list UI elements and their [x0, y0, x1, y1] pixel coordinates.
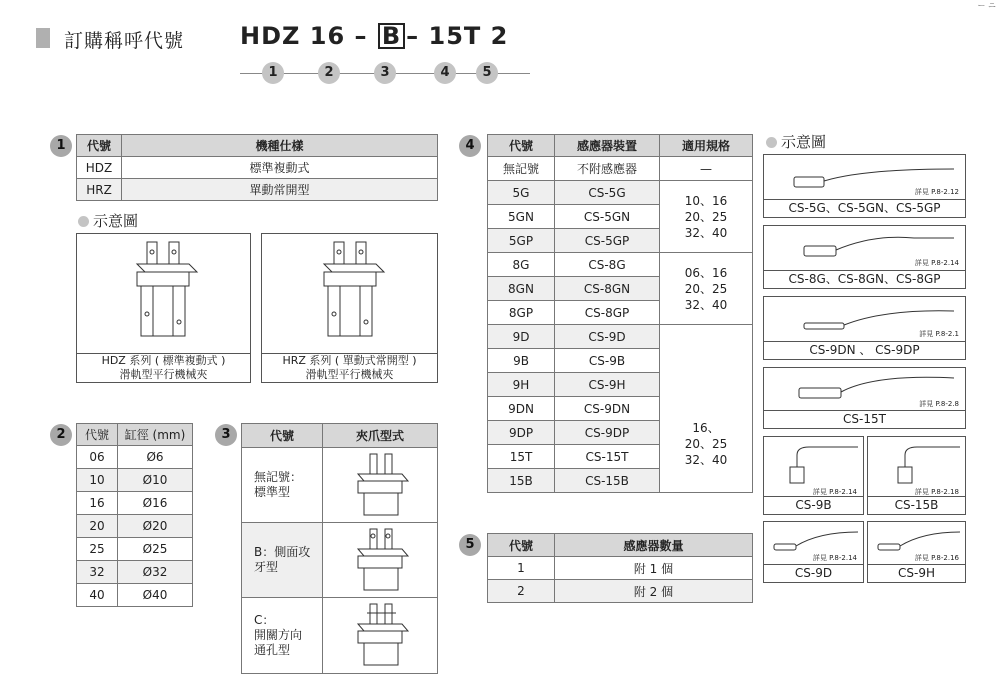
table-cell: 16	[77, 492, 118, 515]
ref-value: P.8-2.1	[935, 330, 959, 338]
sensor-ref	[813, 553, 857, 563]
jaw-label-line: 開關方向	[254, 628, 303, 642]
caption-line: 滑軌型平行機械夾	[119, 368, 208, 381]
col-header-code: 代號	[488, 534, 555, 557]
bullet-dot	[78, 216, 89, 227]
section-number-5: 5	[459, 534, 481, 556]
sensor-ref	[919, 399, 959, 409]
table-cell: 9DN	[488, 397, 555, 421]
spec-line: 16、	[692, 420, 720, 435]
spec-line: 20、25	[684, 281, 728, 296]
jaw-label-line: 通孔型	[254, 643, 291, 657]
sensor-note-label: 示意圖	[781, 133, 827, 151]
sensor-card-9dn	[763, 296, 966, 360]
col-header-bore: 缸徑 (mm)	[118, 424, 193, 446]
sensor-table	[487, 134, 753, 493]
gripper-hrz-caption	[262, 353, 437, 382]
table-cell: CS-8G	[555, 253, 660, 277]
bore-size-table	[76, 423, 193, 607]
sensor-caption: CS-9H	[868, 564, 965, 582]
table-cell: 9H	[488, 373, 555, 397]
col-header-spec: 適用規格	[660, 135, 753, 157]
caption-line: HRZ 系列 ( 單動式常開型 )	[282, 354, 417, 367]
ref-value: P.8-2.12	[931, 188, 959, 196]
table-cell: 不附感應器	[555, 157, 660, 181]
table-cell: 32	[77, 561, 118, 584]
table-cell: 8GP	[488, 301, 555, 325]
sensor-ref	[915, 187, 959, 197]
ref-prefix: 詳見	[914, 188, 929, 196]
sensor-ref	[919, 329, 959, 339]
table-cell: 1	[488, 557, 555, 580]
table-cell: 單動常開型	[122, 179, 438, 201]
spec-group	[660, 325, 753, 493]
caption-line: HDZ 系列 ( 標準複動式 )	[101, 354, 226, 367]
table-cell: 8G	[488, 253, 555, 277]
table-cell: 9D	[488, 325, 555, 349]
table-cell: 9B	[488, 349, 555, 373]
bullet-dot	[766, 137, 777, 148]
table-cell: Ø20	[118, 515, 193, 538]
jaw-type-label	[242, 448, 323, 523]
spec-line: 32、40	[684, 452, 728, 467]
spec-line: 32、40	[684, 225, 728, 240]
sensor-caption: CS-15B	[868, 496, 965, 514]
table-cell: CS-5G	[555, 181, 660, 205]
table-cell: 附 2 個	[555, 580, 753, 603]
jaw-label-line: 無記號：	[254, 470, 303, 484]
ref-prefix: 詳見	[812, 488, 827, 496]
table-cell: 附 1 個	[555, 557, 753, 580]
table-cell: CS-15B	[555, 469, 660, 493]
sensor-ref	[915, 258, 959, 268]
table-cell: 無記號	[488, 157, 555, 181]
section-number-4: 4	[459, 135, 481, 157]
ref-prefix: 詳見	[919, 330, 934, 338]
table-cell: CS-9DP	[555, 421, 660, 445]
position-marker-1: 1	[262, 62, 284, 84]
table-cell: CS-9DN	[555, 397, 660, 421]
ref-value: P.8-2.8	[935, 400, 959, 408]
corner-text: ー ニ	[977, 1, 996, 10]
gripper-hrz-icon	[262, 234, 437, 349]
schematic-note	[78, 210, 138, 231]
table-cell: Ø6	[118, 446, 193, 469]
ref-prefix: 詳見	[914, 488, 929, 496]
section-number-2: 2	[50, 424, 72, 446]
spec-group	[660, 181, 753, 253]
gripper-image-hrz	[261, 233, 438, 383]
ref-prefix: 詳見	[919, 400, 934, 408]
jaw-image-cell	[323, 523, 438, 598]
table-cell: Ø10	[118, 469, 193, 492]
ref-value: P.8-2.16	[931, 554, 959, 562]
spec-line: 20、25	[684, 209, 728, 224]
ref-value: P.8-2.18	[931, 488, 959, 496]
spec-group	[660, 253, 753, 325]
col-header-jaw: 夾爪型式	[323, 424, 438, 448]
table-cell: Ø25	[118, 538, 193, 561]
sensor-caption: CS-5G、CS-5GN、CS-5GP	[764, 199, 965, 217]
spec-line: 10、16	[684, 193, 728, 208]
page-title: 訂購稱呼代號	[64, 30, 185, 52]
table-cell: 25	[77, 538, 118, 561]
gripper-hdz-caption	[77, 353, 250, 382]
jaw-label-line: 牙型	[254, 560, 279, 574]
jaw-image-cell	[323, 448, 438, 523]
section-number-1: 1	[50, 135, 72, 157]
table-cell: 9DP	[488, 421, 555, 445]
table-cell: CS-5GP	[555, 229, 660, 253]
table-cell: 15T	[488, 445, 555, 469]
schematic-note-label: 示意圖	[93, 212, 139, 230]
jaw-type-label	[242, 598, 323, 674]
col-header-code: 代號	[488, 135, 555, 157]
table-cell: CS-9H	[555, 373, 660, 397]
sensor-card-15b	[867, 436, 966, 515]
table-cell: HRZ	[77, 179, 122, 201]
spec-line: 06、16	[684, 265, 728, 280]
position-marker-4: 4	[434, 62, 456, 84]
table-cell: CS-9D	[555, 325, 660, 349]
sensor-caption: CS-9D	[764, 564, 863, 582]
ref-value: P.8-2.14	[829, 488, 857, 496]
order-code-prefix: HDZ 16 –	[240, 22, 377, 50]
ref-prefix: 詳見	[914, 259, 929, 267]
jaw-side-tap-icon	[340, 524, 420, 594]
sensor-card-9b	[763, 436, 864, 515]
jaw-label-line: 標準型	[254, 485, 291, 499]
table-cell: 20	[77, 515, 118, 538]
jaw-through-hole-icon	[340, 599, 420, 669]
sensor-card-5g	[763, 154, 966, 218]
col-header-code: 代號	[77, 135, 122, 157]
table-cell: 5GN	[488, 205, 555, 229]
table-cell: 5G	[488, 181, 555, 205]
sensor-caption: CS-9B	[764, 496, 863, 514]
spec-line: 20、25	[684, 436, 728, 451]
sensor-card-8g	[763, 225, 966, 289]
table-cell: CS-5GN	[555, 205, 660, 229]
jaw-label-line: B：側面攻	[254, 545, 311, 559]
position-marker-2: 2	[318, 62, 340, 84]
order-code-suffix: – 15T 2	[406, 22, 509, 50]
sensor-schematic-note	[766, 131, 826, 152]
sensor-qty-table	[487, 533, 753, 603]
table-cell: 06	[77, 446, 118, 469]
jaw-type-table	[241, 423, 438, 674]
col-header-spec: 機種仕樣	[122, 135, 438, 157]
gripper-image-hdz	[76, 233, 251, 383]
table-cell: HDZ	[77, 157, 122, 179]
table-cell: 8GN	[488, 277, 555, 301]
caption-line: 滑軌型平行機械夾	[305, 368, 394, 381]
sensor-card-15t	[763, 367, 966, 429]
section-number-3: 3	[215, 424, 237, 446]
table-cell: 40	[77, 584, 118, 607]
jaw-image-cell	[323, 598, 438, 674]
table-cell: 10	[77, 469, 118, 492]
spec-line: 32、40	[684, 297, 728, 312]
model-spec-table	[76, 134, 438, 201]
table-cell: CS-15T	[555, 445, 660, 469]
sensor-caption: CS-15T	[764, 410, 965, 428]
order-code	[240, 22, 508, 50]
table-cell: CS-9B	[555, 349, 660, 373]
table-cell: Ø40	[118, 584, 193, 607]
col-header-code: 代號	[242, 424, 323, 448]
sensor-ref	[915, 553, 959, 563]
jaw-label-line: C：	[254, 613, 275, 627]
position-marker-5: 5	[476, 62, 498, 84]
header-marker	[36, 28, 50, 48]
ref-prefix: 詳見	[812, 554, 827, 562]
sensor-card-9h	[867, 521, 966, 583]
table-cell: 5GP	[488, 229, 555, 253]
table-cell: Ø32	[118, 561, 193, 584]
ref-value: P.8-2.14	[829, 554, 857, 562]
sensor-caption: CS-8G、CS-8GN、CS-8GP	[764, 270, 965, 288]
table-cell: CS-8GN	[555, 277, 660, 301]
ref-prefix: 詳見	[914, 554, 929, 562]
jaw-type-label	[242, 523, 323, 598]
jaw-standard-icon	[340, 449, 420, 519]
table-cell: Ø16	[118, 492, 193, 515]
col-header-qty: 感應器數量	[555, 534, 753, 557]
table-cell: —	[660, 157, 753, 181]
table-cell: 2	[488, 580, 555, 603]
table-cell: CS-8GP	[555, 301, 660, 325]
col-header-sensor: 感應器裝置	[555, 135, 660, 157]
sensor-card-9d	[763, 521, 864, 583]
position-marker-3: 3	[374, 62, 396, 84]
ref-value: P.8-2.14	[931, 259, 959, 267]
table-cell: 標準複動式	[122, 157, 438, 179]
sensor-caption: CS-9DN 、 CS-9DP	[764, 341, 965, 359]
col-header-code: 代號	[77, 424, 118, 446]
table-cell: 15B	[488, 469, 555, 493]
order-code-boxed: B	[378, 23, 405, 49]
gripper-hdz-icon	[77, 234, 250, 349]
